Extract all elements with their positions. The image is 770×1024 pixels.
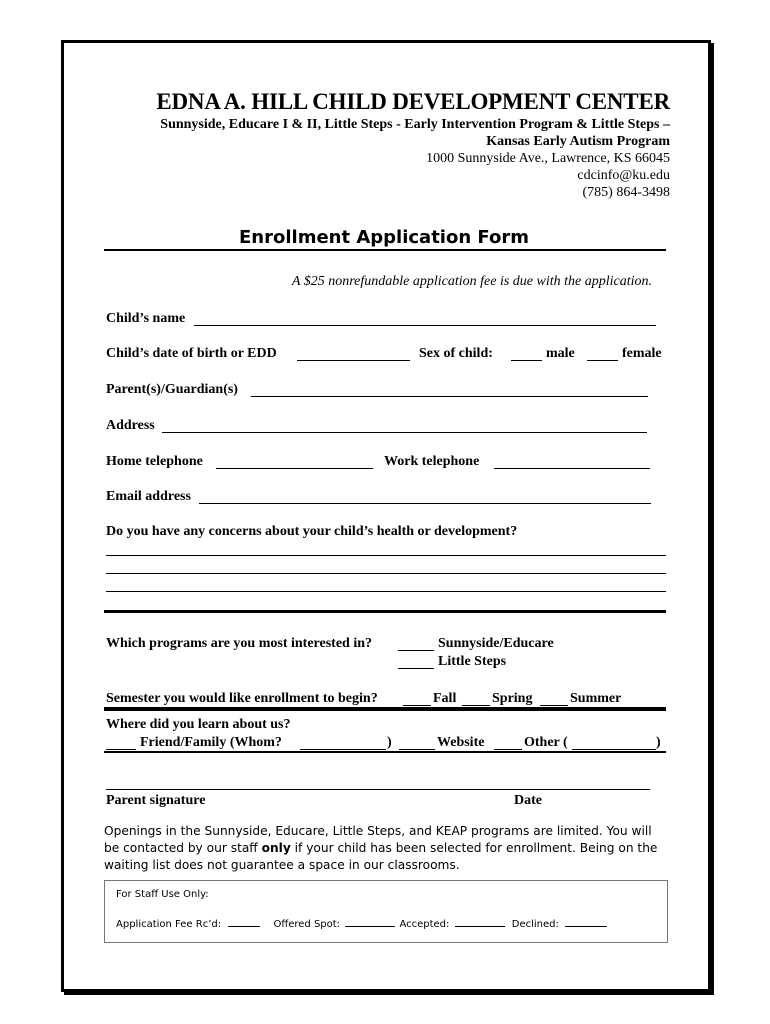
female-label: female [622,346,662,361]
child-name-label: Child’s name [106,311,186,326]
enrollment-notice [104,823,664,874]
concerns-line-3[interactable] [106,591,666,592]
email-label: Email address [106,489,191,504]
accepted-label: Accepted: [399,919,450,930]
sex-label: Sex of child: [419,346,493,361]
whom-field[interactable] [300,749,386,750]
programs-question: Which programs are you most interested in? [106,636,372,651]
concerns-line-2[interactable] [106,573,666,574]
notice-text-pre: Openings in the Sunnyside, Educare, Little Steps, and KEAP programs are limited. You will be contacted by our staff [104,824,652,855]
contact-phone: (785) 864-3498 [582,185,670,200]
document-page [61,40,711,992]
notice-text-post: if your child has been selected for enrollment. Being on the waiting list does not guarantee a space in our classrooms. [104,841,658,872]
concerns-line-1[interactable] [106,555,666,556]
email-field[interactable] [199,503,651,504]
staff-heading: For Staff Use Only: [116,889,209,900]
address-field[interactable] [162,432,647,433]
section-rule [104,610,666,613]
dob-label: Child’s date of birth or EDD [106,346,277,361]
date-label: Date [514,793,542,808]
form-title: Enrollment Application Form [239,227,529,248]
fall-option: Fall [433,691,457,706]
programs-line-2: Kansas Early Autism Program [486,134,670,149]
semester-question: Semester you would like enrollment to begin? [106,691,378,706]
fee-note: A $25 nonrefundable application fee is due with the application. [291,274,652,289]
other-close-paren: ) [656,735,661,750]
staff-use-box [104,880,668,943]
fall-blank[interactable] [403,705,431,706]
semester-rule [104,707,666,711]
home-phone-field[interactable] [216,468,373,469]
work-phone-field[interactable] [494,468,650,469]
work-phone-label: Work telephone [384,454,480,469]
fee-received-label: Application Fee Rc’d: [116,919,222,930]
little-steps-blank[interactable] [398,668,434,669]
other-field[interactable] [572,749,656,750]
contact-email: cdcinfo@ku.edu [577,168,670,183]
offered-spot-label: Offered Spot: [273,919,341,930]
whom-close-paren: ) [387,735,392,750]
programs-line-1: Sunnyside, Educare I & II, Little Steps - Early Intervention Program & Little Steps – [160,117,670,132]
spring-blank[interactable] [462,705,490,706]
address-label: Address [106,418,155,433]
website-option: Website [437,735,485,750]
child-name-field[interactable] [194,325,656,326]
notice-emphasis: only [261,841,291,855]
declined-label: Declined: [511,919,559,930]
other-option: Other ( [524,735,568,750]
concerns-label: Do you have any concerns about your child’s health or development? [106,524,518,539]
dob-field[interactable] [297,360,410,361]
website-blank[interactable] [399,749,435,750]
street-address: 1000 Sunnyside Ave., Lawrence, KS 66045 [426,151,670,166]
offered-spot-field[interactable] [345,926,395,927]
staff-fields-row [116,919,607,930]
summer-option: Summer [570,691,622,706]
signature-line[interactable] [106,789,650,790]
accepted-field[interactable] [455,926,505,927]
fee-received-field[interactable] [228,926,260,927]
sunnyside-blank[interactable] [398,650,434,651]
declined-field[interactable] [565,926,607,927]
parents-field[interactable] [251,396,648,397]
other-blank[interactable] [494,749,522,750]
parent-signature-label: Parent signature [106,793,206,808]
sunnyside-educare-option: Sunnyside/Educare [438,636,554,651]
learn-question: Where did you learn about us? [106,717,291,732]
summer-blank[interactable] [540,705,568,706]
center-name-title: EDNA A. HILL CHILD DEVELOPMENT CENTER [156,89,670,114]
male-blank[interactable] [511,360,542,361]
learn-rule [104,751,666,753]
little-steps-option: Little Steps [438,654,507,669]
friend-blank[interactable] [106,749,136,750]
female-blank[interactable] [587,360,618,361]
parents-label: Parent(s)/Guardian(s) [106,382,238,397]
home-phone-label: Home telephone [106,454,203,469]
male-label: male [546,346,575,361]
friend-family-option: Friend/Family (Whom? [140,735,282,750]
title-rule [104,249,666,251]
spring-option: Spring [492,691,533,706]
